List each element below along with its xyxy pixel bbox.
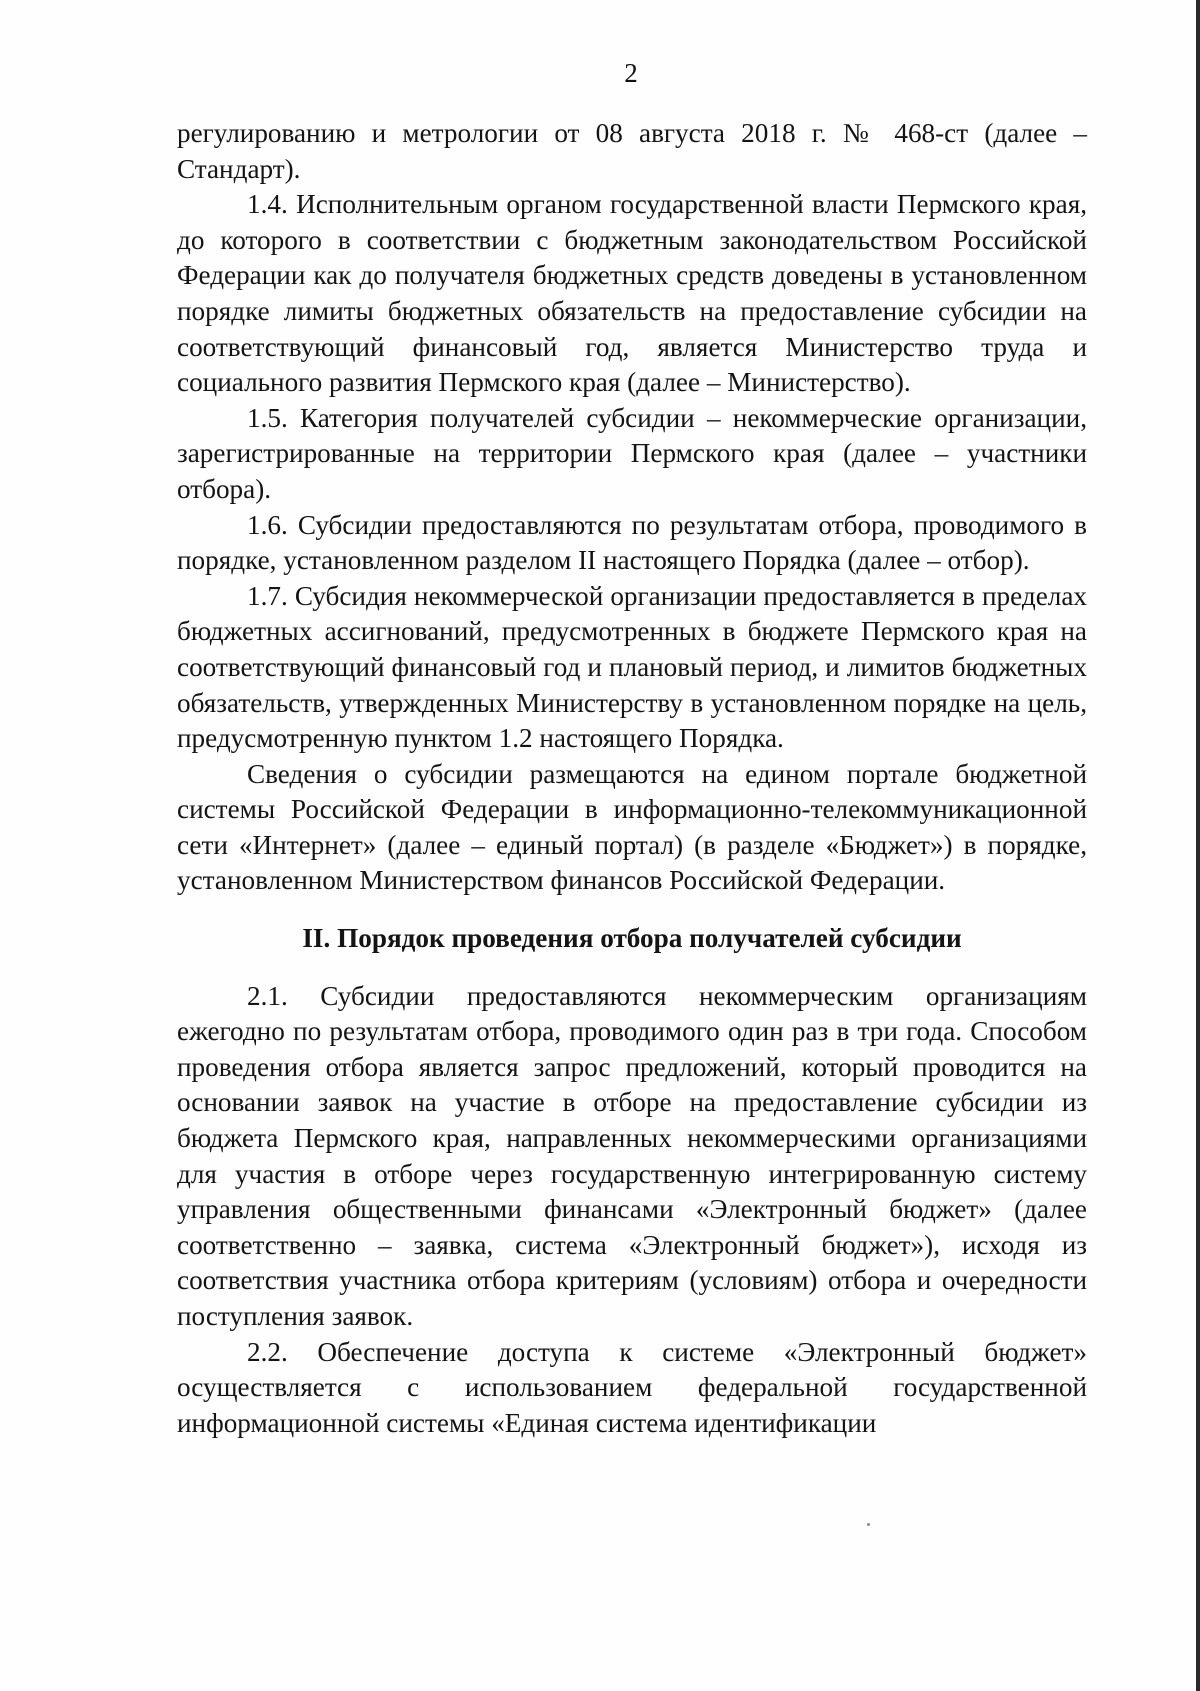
paragraph-1-7: 1.7. Субсидия некоммерческой организации предоставляется в пределах бюджетных ассигнований, предусмотренных в бюджете Пермского края на соответствующий финансовый год и плановый период, и лимитов бюджетных обязательств, утвержденных Министерству в установленном порядке на цель, предусмотренную пунктом 1.2 настоящего Порядка. [177,580,1087,754]
document-body [177,116,1087,1441]
paragraph-2-1: 2.1. Субсидии предоставляются некоммерческим организациям ежегодно по результатам отбора, проводимого один раз в три года. Способом проведения отбора является запрос предложений, который проводится на основании заявок на участие в отборе на предоставление субсидии из бюджета Пермского края, направленных некоммерческими организациями для участия в отборе через государственную интегрированную систему управления общественными финансами «Электронный бюджет» (далее соответственно – заявка, система «Электронный бюджет»), исходя из соответствия участника отбора критериям (условиям) отбора и очередности поступления заявок. [177,980,1087,1331]
paragraph-2-2: 2.2. Обеспечение доступа к системе «Электронный бюджет» осуществляется с использованием федеральной государственной информационной системы «Единая система идентификации [177,1336,1087,1438]
paragraph-1-6: 1.6. Субсидии предоставляются по результатам отбора, проводимого в порядке, установленном разделом II настоящего Порядка (далее – отбор). [177,509,1087,576]
paragraph-continuation: регулированию и метрологии от 08 августа 2018 г. № 468-ст (далее – Стандарт). [177,118,1087,184]
page-number: 2 [624,58,638,88]
section-heading: II. Порядок проведения отбора получателей субсидии [302,923,962,954]
paragraph-1-4: 1.4. Исполнительным органом государственной власти Пермского края, до которого в соответствии с бюджетным законодательством Российской Федерации как до получателя бюджетных средств доведены в установленном порядке лимиты бюджетных обязательств на предоставление субсидии на соответствующий финансовый год, является Министерство труда и социального развития Пермского края (далее – Министерство). [177,189,1087,398]
scan-edge [1196,0,1200,1691]
scan-speck [867,1523,870,1526]
paragraph-portal-info: Сведения о субсидии размещаются на едином портале бюджетной системы Российской Федерации в информационно-телекоммуникационной сети «Интернет» (далее – единый портал) (в разделе «Бюджет») в порядке, установленном Министерством финансов Российской Федерации. [177,758,1087,896]
paragraph-1-5: 1.5. Категория получателей субсидии – некоммерческие организации, зарегистрированные на территории Пермского края (далее – участники отбора). [177,402,1087,504]
